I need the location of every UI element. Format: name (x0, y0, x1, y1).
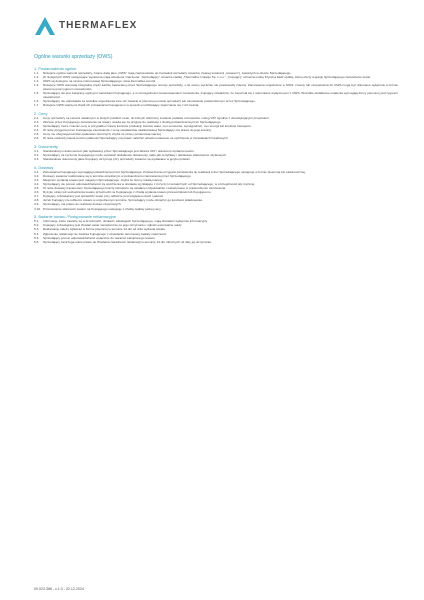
clause-text: Sprzedający nie jest związany ogólnymi warunkami Kupującego, a w szczególności postanowieniami zamówienia. Kupujący oświadcza, że zapoznał się z warunkami wyłączonymi z OWS. Wszelkie dodatkowe ustalenia wymagają formy pisemnej pod rygorem nieważności. (43, 91, 398, 99)
clause-number: 2.2. (34, 119, 40, 124)
clause-text: Standardowe dokumenty jakie Kupujący otrzymuje przy sprzedaży towarów są wydawane w języku polskim. (43, 157, 191, 162)
brand-name: THERMAFLEX (59, 19, 138, 31)
clause-number: 1.5. (34, 91, 40, 96)
clause-text: Jeżeli Kupujący nie odbierze towaru w uzgodnionym terminie, Sprzedający może obciążyć go kosztami składowania. (43, 198, 203, 203)
page-header (0, 0, 424, 56)
clause-number: 2.5. (34, 132, 40, 137)
thermaflex-logo-icon (35, 15, 55, 35)
section-heading: 1. Postanowienia ogólne (34, 66, 77, 71)
clause-text: W niniejszych OWS następujące wyrażenia mają określone znaczenia: „Sprzedający” oznacza spółkę „Thermaflex Izolacje Sp. z o.o.”, „Kupujący” oznacza osobę fizyczną bądź spółkę, której oferty reguluje Sprzedającego zamówienie towar. (43, 75, 371, 80)
clause-text: W razie niedotrzymania terminu płatności Sprzedający ma prawo naliczać odsetki ustawowe za opóźnienie w transakcjach handlowych. (43, 136, 229, 141)
clause-number: 4.5. (34, 186, 40, 191)
clause-text: Miejscem wydania towaru jest magazyn Sprzedającego, chyba że strony ustalą inaczej. (43, 177, 163, 182)
page-title: Ogólne warunki sprzedaży (OWS) (34, 54, 113, 60)
clause-number: 1.1. (34, 71, 40, 75)
clause-item (34, 241, 398, 245)
clause-number: 4.9. (34, 202, 40, 207)
sections-container (34, 66, 398, 244)
clause-number: 1.7. (34, 102, 40, 107)
clause-text: Zgłoszenie reklamacji nie zwalnia Kupującego z obowiązku terminowej zapłaty należności. (43, 231, 167, 236)
clause-text: Ceny sprzedaży są cenami ustalonymi w złotych polskich netto, do których doliczony zostanie podatek od towarów i usług VAT zgodnie z obowiązującymi przepisami. (43, 115, 270, 120)
clause-text: Niniejsze OWS wiążą od chwili ich przekazania Kupującemu w sposób umożliwiający zapoznanie się z ich treścią. (43, 102, 200, 107)
clause-text: Sprzedający ma prawo do realizacji dostaw częściowych. (43, 202, 122, 207)
section-heading: 3. Dokumenty (34, 143, 59, 149)
clause-text: Ceny nie obejmują kosztów opakowań zwrotnych, chyba że strony postanowią inaczej. (43, 132, 162, 137)
clause-text: Złożone przez Kupującego zamówienie na towary uważa się za przyjęte do realizacji z chwilą potwierdzenia przez Sprzedającego. (43, 119, 222, 124)
document-body (34, 54, 398, 245)
clause-number: 1.3. (34, 79, 40, 84)
clause-text: W razie dostawy transportem Sprzedającego koszty transportu są ustalane indywidualnie i wskazywane w potwierdzeniu zamówienia. (43, 186, 227, 191)
clause-number: 3.3. (34, 157, 40, 162)
clause-number: 4.8. (34, 198, 40, 203)
brand-logo (35, 15, 137, 35)
clause-text: Przeniesienie własności towaru na Kupującego następuje z chwilą zapłaty pełnej ceny. (43, 206, 162, 211)
section-heading: 2. Ceny (34, 110, 48, 116)
clause-number: 2.6. (34, 136, 40, 141)
clause-number: 1.2. (34, 75, 40, 80)
clause-number: 2.3. (34, 123, 40, 128)
clause-number: 1.4. (34, 83, 40, 88)
clause-item (34, 208, 398, 212)
clause-number: 3.1. (34, 148, 40, 153)
section-heading: 5. Badanie towaru. Postępowanie reklamacyjne (34, 214, 116, 220)
clause-text: Dostawy towarów realizowane są w terminie określonym w potwierdzeniu zamówienia przez Sprzedającego. (43, 173, 192, 178)
clause-item (34, 137, 398, 141)
clause-text: Sprzedający nie ponosi odpowiedzialności za opóźnienia w dostawie wynikające z przyczyn niezależnych od Sprzedającego, w szczególności siły wyższej. (43, 182, 256, 187)
clause-item (34, 158, 398, 162)
clause-number: 4.1. (34, 169, 40, 174)
clause-number: 3.2. (34, 152, 40, 157)
clause-text: W razie przyjęcia przez Kupującego zamówienia z ceną niewłaściwie skalkulowaną Sprzedający ma prawo do jego korekty. (43, 127, 212, 132)
clause-text: Ryzyko utraty lub uszkodzenia towaru przechodzi na Kupującego z chwilą wydania towaru przewoźnikowi lub Kupującemu. (43, 190, 212, 195)
section-heading: 4. Dostawy (34, 164, 54, 170)
clause-text: Sprzedający nie odpowiada za wszelkie uzgodnienia inne niż zawarte w pisemnej umowie sprzedaży lub zamówieniu potwierdzonym przez Sprzedającego. (43, 98, 256, 103)
clause-number: 1.6. (34, 98, 40, 103)
clause-number: 2.4. (34, 127, 40, 132)
clause-text: Sprzedający ponosi odpowiedzialność wyłącznie do wartości zakupionego towaru. (43, 235, 156, 240)
clause-text: Sprzedający może zmienić ceny w przypadku zmiany kosztów produkcji, kursów walut, cen surowców, wynagrodzeń, cen energii lub kosztów transportu. (43, 123, 252, 128)
clause-number: 4.4. (34, 182, 40, 187)
clause-number: 5.6. (34, 239, 40, 244)
clause-text: Niniejsze ogólne warunki sprzedaży, zwane dalej jako „OWS” mają zastosowanie do transakcji sprzedaży towarów, zwanej towarami „towarem”), zawartych w ofercie Sprzedającego. (43, 71, 292, 75)
clause-text: Kupujący zobowiązany jest sprawdzić towar przy odbiorze pod względem ilości i jakości. (43, 194, 164, 199)
clause-number: 4.3. (34, 177, 40, 182)
clause-number: 5.4. (34, 231, 40, 236)
clause-number: 4.2. (34, 173, 40, 178)
clause-text: OWS są dostępne na stronie internetowej Sprzedającego: www.thermaflex.com/pl (43, 79, 156, 84)
clause-number: 5.3. (34, 227, 40, 232)
clause-number: 2.1. (34, 115, 40, 120)
footer-doc-ref: 00.023.386 - v.1.0 - 02.12.2024 (34, 587, 84, 591)
clause-item (34, 104, 398, 108)
clause-text: Reklamacje należy zgłaszać w formie pisemnej w terminie 14 dni od dnia wydania towaru. (43, 227, 167, 232)
clause-number: 5.2. (34, 223, 40, 228)
clause-text: Niniejsze OWS stanowią integralną część każdej zawieranej przez Sprzedającego umowy sprzedaży, o ile strony wyraźnie nie postanowiły inaczej. Zamówienia uzgodnione w OWS, zmiany lub uzupełnienia do OWS mogą być dokonane wyłącznie w formie pisemnej pod rygorem nieważności. (43, 83, 398, 91)
clause-number: 5.5. (34, 235, 40, 240)
clause-text: Sprzedający na życzenie Kupującego może wystawić dodatkowe dokumenty, takie jak certyfikaty i deklaracje właściwości użytkowych. (43, 152, 227, 157)
clause-number: 4.7. (34, 194, 40, 199)
clause-text: Sprzedający zastrzega sobie prawo do zbadania zasadności reklamacji w terminie 14 dni roboczych od daty jej otrzymania. (43, 239, 212, 244)
clause-text: Kupujący zobowiązany jest zbadać towar niezwłocznie po jego otrzymaniu i zgłosić ewentualne wady. (43, 223, 183, 228)
clause-text: Informacje, które zawarte są w broszurach, ulotkach, katalogach Sprzedającego, mają charakter wyłącznie informacyjny. (43, 219, 208, 224)
clause-number: 5.1. (34, 219, 40, 224)
clause-text: Standardowym dokumentem jaki wydawany przez Sprzedającego jest faktura VAT i dokument wydania towaru. (43, 148, 195, 153)
clause-text: Zamówienia Kupującego wymagają potwierdzenia przez Sprzedającego. Potwierdzenie przyjęcia zamówienia do realizacji przez Sprzedającego następuje w formie pisemnej lub elektronicznej. (43, 169, 306, 174)
clause-number: 4.6. (34, 190, 40, 195)
clause-number: 4.10. (34, 206, 41, 211)
